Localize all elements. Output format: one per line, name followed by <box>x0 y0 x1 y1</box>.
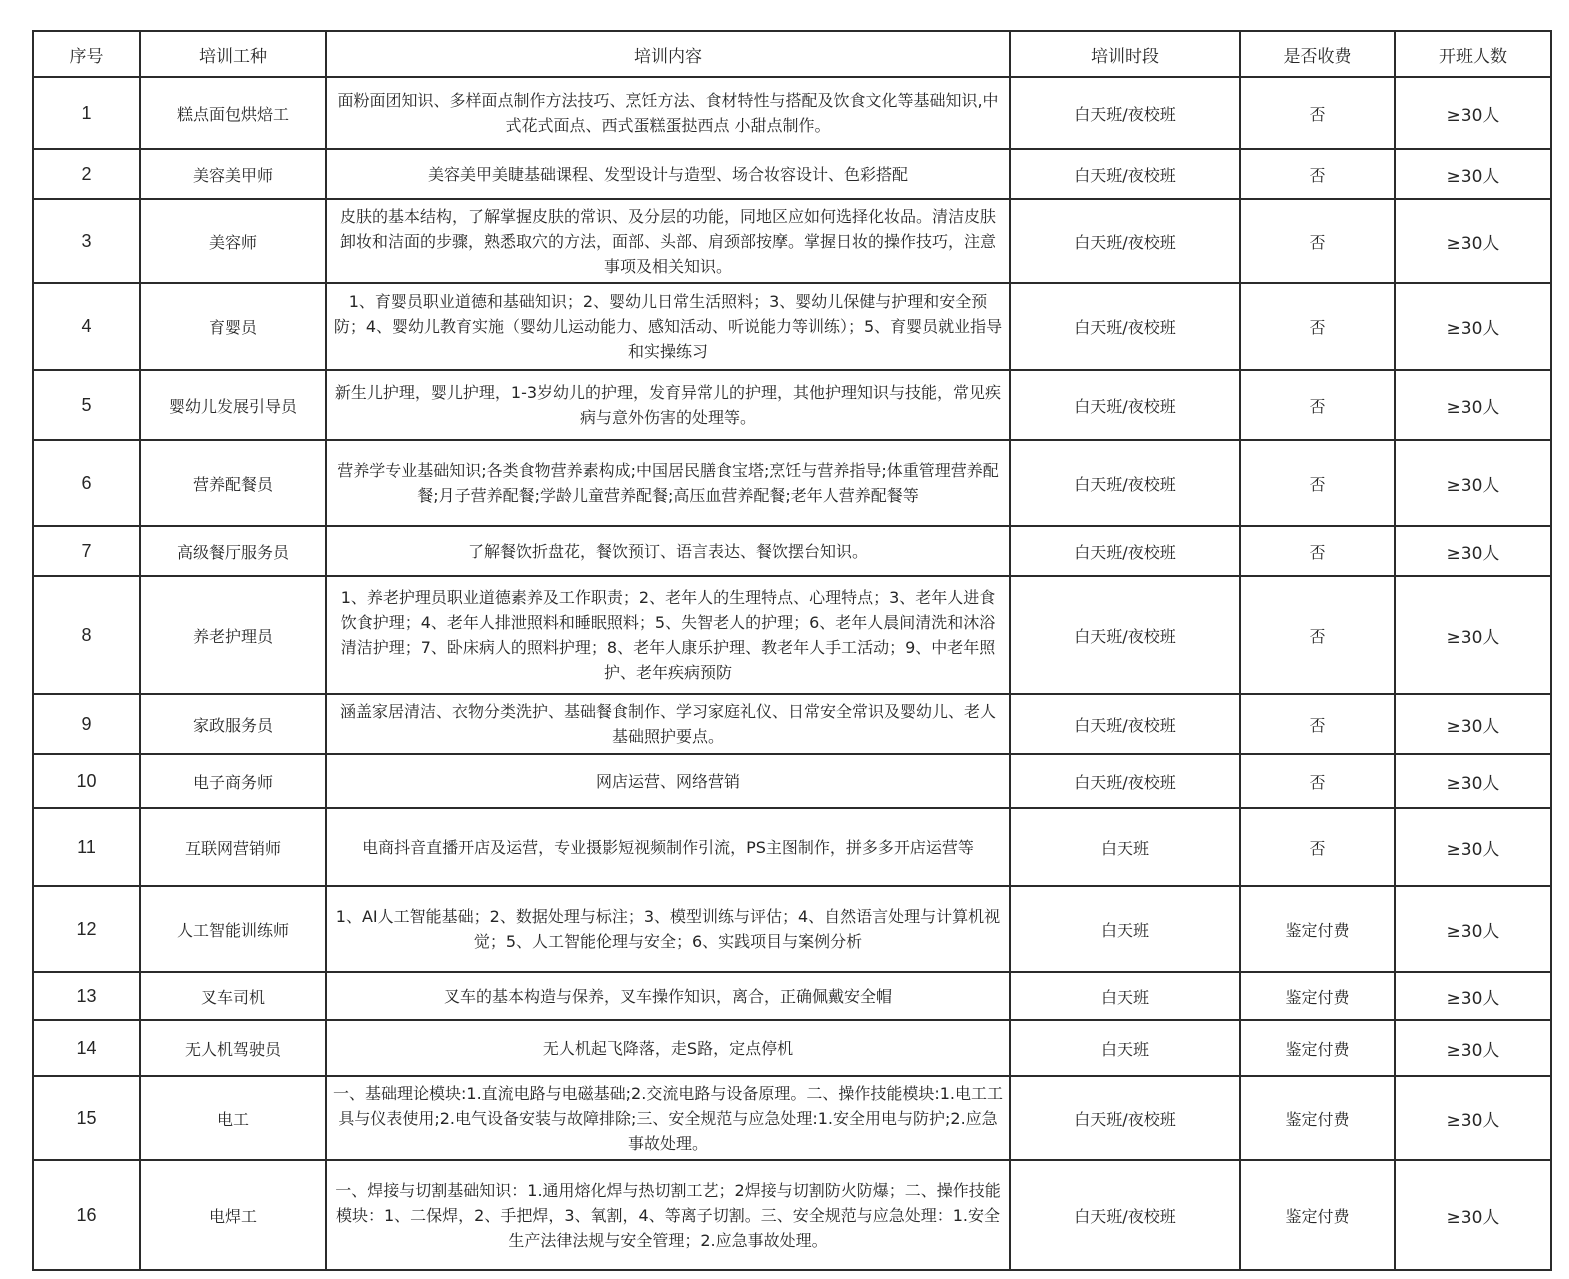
period-cell: 白天班 <box>1010 808 1240 886</box>
table-row <box>33 808 1551 886</box>
fee-cell: 否 <box>1240 149 1395 199</box>
trade-cell: 养老护理员 <box>140 576 326 694</box>
fee-cell: 否 <box>1240 199 1395 283</box>
seq-cell: 8 <box>33 576 140 694</box>
trade-cell: 营养配餐员 <box>140 440 326 526</box>
trade-cell: 电子商务师 <box>140 754 326 808</box>
capacity-cell: ≥30人 <box>1395 1076 1551 1160</box>
content-cell: 美容美甲美睫基础课程、发型设计与造型、场合妆容设计、色彩搭配 <box>326 149 1010 199</box>
table-row <box>33 1076 1551 1160</box>
table-row <box>33 694 1551 754</box>
fee-cell: 否 <box>1240 576 1395 694</box>
content-cell: 电商抖音直播开店及运营，专业摄影短视频制作引流，PS主图制作，拼多多开店运营等 <box>326 808 1010 886</box>
content-cell: 1、育婴员职业道德和基础知识；2、婴幼儿日常生活照料；3、婴幼儿保健与护理和安全预防；4、婴幼儿教育实施（婴幼儿运动能力、感知活动、听说能力等训练）；5、育婴员就业指导和实操练习 <box>326 283 1010 370</box>
fee-cell: 鉴定付费 <box>1240 1160 1395 1270</box>
seq-cell: 9 <box>33 694 140 754</box>
capacity-cell: ≥30人 <box>1395 1020 1551 1076</box>
table-row <box>33 440 1551 526</box>
period-cell: 白天班/夜校班 <box>1010 1076 1240 1160</box>
header-fee: 是否收费 <box>1240 31 1395 77</box>
fee-cell: 鉴定付费 <box>1240 1076 1395 1160</box>
fee-cell: 否 <box>1240 370 1395 440</box>
period-cell: 白天班/夜校班 <box>1010 283 1240 370</box>
content-cell: 皮肤的基本结构，了解掌握皮肤的常识、及分层的功能，同地区应如何选择化妆品。清洁皮肤卸妆和洁面的步骤，熟悉取穴的方法，面部、头部、肩颈部按摩。掌握日妆的操作技巧，注意事项及相关知识。 <box>326 199 1010 283</box>
seq-cell: 7 <box>33 526 140 576</box>
seq-cell: 4 <box>33 283 140 370</box>
trade-cell: 糕点面包烘焙工 <box>140 77 326 149</box>
seq-cell: 3 <box>33 199 140 283</box>
trade-cell: 育婴员 <box>140 283 326 370</box>
trade-cell: 电焊工 <box>140 1160 326 1270</box>
header-capacity: 开班人数 <box>1395 31 1551 77</box>
content-cell: 涵盖家居清洁、衣物分类洗护、基础餐食制作、学习家庭礼仪、日常安全常识及婴幼儿、老人基础照护要点。 <box>326 694 1010 754</box>
content-cell: 面粉面团知识、多样面点制作方法技巧、烹饪方法、食材特性与搭配及饮食文化等基础知识,中式花式面点、西式蛋糕蛋挞西点 小甜点制作。 <box>326 77 1010 149</box>
content-cell: 一、基础理论模块:1.直流电路与电磁基础;2.交流电路与设备原理。二、操作技能模块:1.电工工具与仪表使用;2.电气设备安装与故障排除;三、安全规范与应急处理:1.安全用电与防护;2.应急事故处理。 <box>326 1076 1010 1160</box>
period-cell: 白天班/夜校班 <box>1010 199 1240 283</box>
fee-cell: 否 <box>1240 526 1395 576</box>
capacity-cell: ≥30人 <box>1395 576 1551 694</box>
content-cell: 网店运营、网络营销 <box>326 754 1010 808</box>
capacity-cell: ≥30人 <box>1395 149 1551 199</box>
content-cell: 了解餐饮折盘花，餐饮预订、语言表达、餐饮摆台知识。 <box>326 526 1010 576</box>
table-row <box>33 77 1551 149</box>
content-cell: 叉车的基本构造与保养，叉车操作知识，离合，正确佩戴安全帽 <box>326 972 1010 1020</box>
capacity-cell: ≥30人 <box>1395 694 1551 754</box>
seq-cell: 15 <box>33 1076 140 1160</box>
fee-cell: 鉴定付费 <box>1240 1020 1395 1076</box>
period-cell: 白天班 <box>1010 1020 1240 1076</box>
seq-cell: 13 <box>33 972 140 1020</box>
seq-cell: 14 <box>33 1020 140 1076</box>
period-cell: 白天班/夜校班 <box>1010 754 1240 808</box>
fee-cell: 否 <box>1240 283 1395 370</box>
period-cell: 白天班 <box>1010 972 1240 1020</box>
header-row <box>33 31 1551 77</box>
capacity-cell: ≥30人 <box>1395 199 1551 283</box>
trade-cell: 电工 <box>140 1076 326 1160</box>
table-row <box>33 886 1551 972</box>
trade-cell: 美容师 <box>140 199 326 283</box>
capacity-cell: ≥30人 <box>1395 1160 1551 1270</box>
fee-cell: 鉴定付费 <box>1240 972 1395 1020</box>
seq-cell: 5 <box>33 370 140 440</box>
seq-cell: 2 <box>33 149 140 199</box>
seq-cell: 6 <box>33 440 140 526</box>
content-cell: 无人机起飞降落，走S路，定点停机 <box>326 1020 1010 1076</box>
capacity-cell: ≥30人 <box>1395 526 1551 576</box>
fee-cell: 否 <box>1240 77 1395 149</box>
trade-cell: 婴幼儿发展引导员 <box>140 370 326 440</box>
table-row <box>33 754 1551 808</box>
trade-cell: 无人机驾驶员 <box>140 1020 326 1076</box>
table-row <box>33 972 1551 1020</box>
seq-cell: 1 <box>33 77 140 149</box>
seq-cell: 12 <box>33 886 140 972</box>
header-seq: 序号 <box>33 31 140 77</box>
table-row <box>33 370 1551 440</box>
period-cell: 白天班/夜校班 <box>1010 526 1240 576</box>
fee-cell: 否 <box>1240 440 1395 526</box>
table-row <box>33 1160 1551 1270</box>
table-row <box>33 526 1551 576</box>
period-cell: 白天班/夜校班 <box>1010 77 1240 149</box>
training-table <box>32 30 1552 1271</box>
capacity-cell: ≥30人 <box>1395 440 1551 526</box>
training-sheet <box>32 30 1552 1271</box>
table-row <box>33 199 1551 283</box>
fee-cell: 否 <box>1240 808 1395 886</box>
period-cell: 白天班 <box>1010 886 1240 972</box>
table-row <box>33 576 1551 694</box>
trade-cell: 人工智能训练师 <box>140 886 326 972</box>
header-period: 培训时段 <box>1010 31 1240 77</box>
trade-cell: 叉车司机 <box>140 972 326 1020</box>
capacity-cell: ≥30人 <box>1395 283 1551 370</box>
period-cell: 白天班/夜校班 <box>1010 694 1240 754</box>
capacity-cell: ≥30人 <box>1395 886 1551 972</box>
trade-cell: 高级餐厅服务员 <box>140 526 326 576</box>
period-cell: 白天班/夜校班 <box>1010 440 1240 526</box>
content-cell: 营养学专业基础知识;各类食物营养素构成;中国居民膳食宝塔;烹饪与营养指导;体重管理营养配餐;月子营养配餐;学龄儿童营养配餐;高压血营养配餐;老年人营养配餐等 <box>326 440 1010 526</box>
period-cell: 白天班/夜校班 <box>1010 1160 1240 1270</box>
seq-cell: 16 <box>33 1160 140 1270</box>
period-cell: 白天班/夜校班 <box>1010 370 1240 440</box>
seq-cell: 10 <box>33 754 140 808</box>
fee-cell: 鉴定付费 <box>1240 886 1395 972</box>
table-row <box>33 1020 1551 1076</box>
fee-cell: 否 <box>1240 754 1395 808</box>
capacity-cell: ≥30人 <box>1395 370 1551 440</box>
content-cell: 新生儿护理，婴儿护理，1-3岁幼儿的护理，发育异常儿的护理，其他护理知识与技能，常见疾病与意外伤害的处理等。 <box>326 370 1010 440</box>
trade-cell: 家政服务员 <box>140 694 326 754</box>
trade-cell: 互联网营销师 <box>140 808 326 886</box>
content-cell: 1、养老护理员职业道德素养及工作职责；2、老年人的生理特点、心理特点；3、老年人进食饮食护理；4、老年人排泄照料和睡眠照料；5、失智老人的护理；6、老年人晨间清洗和沐浴清洁护理；7、卧床病人的照料护理；8、老年人康乐护理、教老年人手工活动；9、中老年照护、老年疾病预防 <box>326 576 1010 694</box>
content-cell: 1、AI人工智能基础；2、数据处理与标注；3、模型训练与评估；4、自然语言处理与计算机视觉；5、人工智能伦理与安全；6、实践项目与案例分析 <box>326 886 1010 972</box>
capacity-cell: ≥30人 <box>1395 754 1551 808</box>
header-content: 培训内容 <box>326 31 1010 77</box>
seq-cell: 11 <box>33 808 140 886</box>
capacity-cell: ≥30人 <box>1395 77 1551 149</box>
capacity-cell: ≥30人 <box>1395 808 1551 886</box>
fee-cell: 否 <box>1240 694 1395 754</box>
table-row <box>33 283 1551 370</box>
table-row <box>33 149 1551 199</box>
period-cell: 白天班/夜校班 <box>1010 576 1240 694</box>
period-cell: 白天班/夜校班 <box>1010 149 1240 199</box>
content-cell: 一、焊接与切割基础知识：1.通用熔化焊与热切割工艺；2焊接与切割防火防爆；二、操作技能模块：1、二保焊，2、手把焊，3、氧割，4、等离子切割。三、安全规范与应急处理：1.安全生产法律法规与安全管理；2.应急事故处理。 <box>326 1160 1010 1270</box>
trade-cell: 美容美甲师 <box>140 149 326 199</box>
header-trade: 培训工种 <box>140 31 326 77</box>
capacity-cell: ≥30人 <box>1395 972 1551 1020</box>
